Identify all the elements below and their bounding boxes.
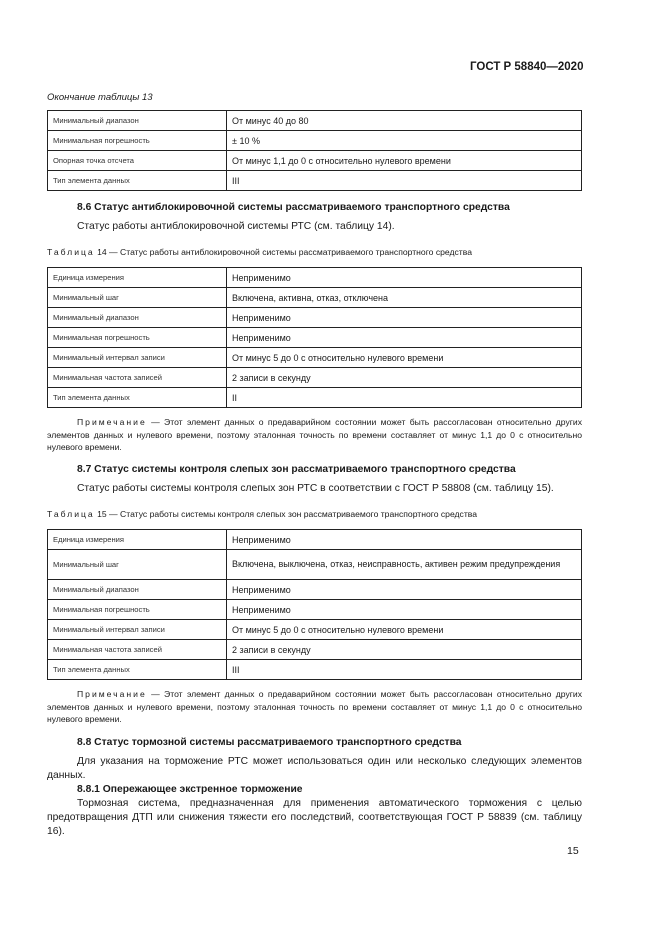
- table-continuation-label: Окончание таблицы 13: [47, 92, 153, 103]
- table-row: Минимальная погрешность ± 10 %: [48, 131, 582, 151]
- note-text: — Этот элемент данных о предаварийном состоянии может быть рассогласован относительно других элементов данных и нулевого времени, поэтому эталонная точность по времени составляет от минус 1,1 до 0 с относительно нулевого времени.: [47, 417, 582, 452]
- table-row: Минимальный диапазон От минус 40 до 80: [48, 111, 582, 131]
- table-row: Минимальный шаг Включена, выключена, отказ, неисправность, активен режим предупреждения: [48, 550, 582, 580]
- section-heading-8-6: 8.6 Статус антиблокировочной системы рассматриваемого транспортного средства: [77, 202, 510, 213]
- table-row: Тип элемента данных II: [48, 388, 582, 408]
- table-row: Минимальный интервал записи От минус 5 до 0 с относительно нулевого времени: [48, 348, 582, 368]
- note-2: [47, 688, 582, 726]
- table-row: Единица измерения Неприменимо: [48, 530, 582, 550]
- note-1: [47, 416, 582, 454]
- note-text: — Этот элемент данных о предаварийном состоянии может быть рассогласован относительно других элементов данных и нулевого времени, поэтому эталонная точность по времени составляет от минус 1,1 до 0 с относительно нулевого времени.: [47, 689, 582, 724]
- caption-text: 15 — Статус работы системы контроля слепых зон рассматриваемого транспортного средства: [97, 509, 478, 519]
- table-row: Минимальная погрешность Неприменимо: [48, 600, 582, 620]
- caption-word: Таблица: [47, 247, 95, 257]
- table-13: [47, 110, 582, 191]
- table-row: Единица измерения Неприменимо: [48, 268, 582, 288]
- section-text-8-7: Статус работы системы контроля слепых зон РТС в соответствии с ГОСТ Р 58808 (см. таблицу 15).: [77, 483, 554, 494]
- section-text-8-8: Для указания на торможение РТС может использоваться один или несколько следующих элементов данных.: [47, 756, 582, 781]
- page-number: 15: [567, 845, 579, 857]
- table-caption-14: [47, 247, 472, 257]
- caption-text: 14 — Статус работы антиблокировочной системы рассматриваемого транспортного средства: [97, 247, 472, 257]
- table-row: Тип элемента данных III: [48, 171, 582, 191]
- note-word: Примечание: [77, 417, 147, 427]
- table-15: [47, 529, 582, 680]
- table-row: Минимальная частота записей 2 записи в секунду: [48, 640, 582, 660]
- table-row: Минимальный диапазон Неприменимо: [48, 308, 582, 328]
- table-row: Тип элемента данных III: [48, 660, 582, 680]
- document-header: ГОСТ Р 58840—2020: [470, 61, 584, 73]
- table-row: Минимальная частота записей 2 записи в секунду: [48, 368, 582, 388]
- section-text-8-6: Статус работы антиблокировочной системы РТС (см. таблицу 14).: [77, 221, 395, 232]
- section-heading-8-7: 8.7 Статус системы контроля слепых зон рассматриваемого транспортного средства: [77, 464, 516, 475]
- note-word: Примечание: [77, 689, 147, 699]
- caption-word: Таблица: [47, 509, 95, 519]
- table-row: Минимальный шаг Включена, активна, отказ, отключена: [48, 288, 582, 308]
- table-row: Минимальный диапазон Неприменимо: [48, 580, 582, 600]
- table-row: Минимальная погрешность Неприменимо: [48, 328, 582, 348]
- table-14: [47, 267, 582, 408]
- table-row: Опорная точка отсчета От минус 1,1 до 0 с относительно нулевого времени: [48, 151, 582, 171]
- section-heading-8-8: 8.8 Статус тормозной системы рассматриваемого транспортного средства: [77, 737, 462, 748]
- table-row: Минимальный интервал записи От минус 5 до 0 с относительно нулевого времени: [48, 620, 582, 640]
- table-caption-15: [47, 509, 477, 519]
- subsection-heading-8-8-1: 8.8.1 Опережающее экстренное торможение: [77, 784, 303, 795]
- subsection-text-8-8-1: Тормозная система, предназначенная для применения автоматического торможения с целью предотвращения ДТП или снижения тяжести его последствий, соответствующая ГОСТ Р 58839 (см. таблицу 16).: [47, 798, 582, 837]
